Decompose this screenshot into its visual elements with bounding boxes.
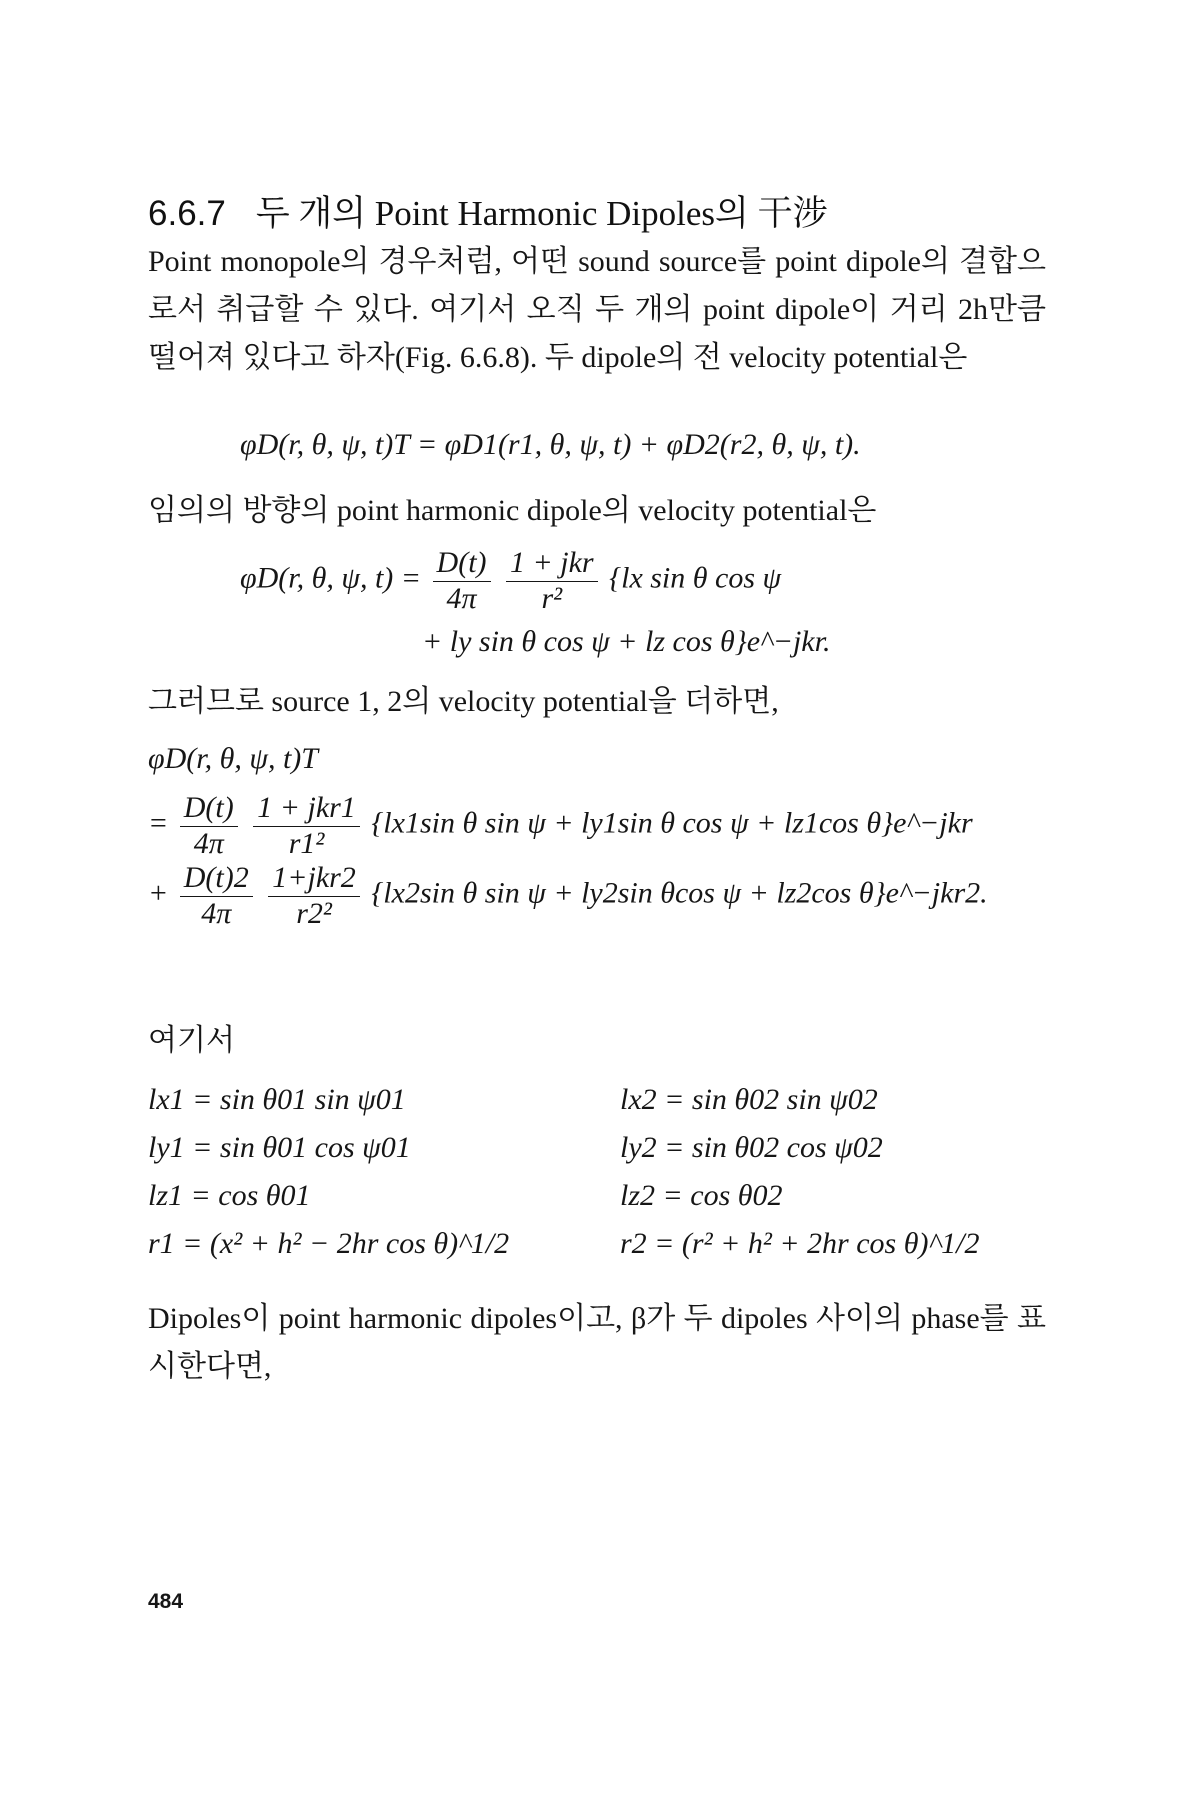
equation-single-dipole <box>240 545 781 616</box>
eq3-term1-fraction-amplitude <box>180 790 238 861</box>
eq3-term2-fraction-amplitude <box>180 860 253 931</box>
eq3-term1-sign: = <box>148 806 169 840</box>
equation-single-dipole-line2: + ly sin θ cos ψ + lz cos θ}e^−jkr. <box>422 625 831 658</box>
equation-total-potential: φD(r, θ, ψ, t)T = φD1(r1, θ, ψ, t) + φD2(r2, θ, ψ, t). <box>240 428 861 461</box>
eq2-f1-numerator: D(t) <box>433 545 491 582</box>
equation-sum-lhs: φD(r, θ, ψ, t)T <box>148 742 318 775</box>
eq3-term1-body: {lx1sin θ sin ψ + ly1sin θ cos ψ + lz1cos θ}e^−jkr <box>371 806 973 840</box>
equation-sum-term2 <box>148 860 988 931</box>
eq2-f2-denominator: r² <box>541 582 563 615</box>
def-r1: r1 = (x² + h² − 2hr cos θ)^1/2 <box>148 1227 510 1260</box>
eq3-t2-f1-numerator: D(t)2 <box>180 860 253 897</box>
section-heading <box>148 186 828 236</box>
def-ly1: ly1 = sin θ01 cos ψ01 <box>148 1131 411 1164</box>
paragraph-where: 여기서 <box>148 1024 235 1057</box>
page-number: 484 <box>148 1590 184 1613</box>
eq3-t1-f1-denominator: 4π <box>193 827 224 860</box>
eq3-t2-f2-numerator: 1+jkr2 <box>268 860 360 897</box>
eq3-term2-sign: + <box>148 876 169 910</box>
paragraph-phase: Dipoles이 point harmonic dipoles이고, β가 두 dipoles 사이의 phase를 표시한다면, <box>148 1302 1046 1383</box>
paragraph-intro: Point monopole의 경우처럼, 어떤 sound source를 point dipole의 결합으로서 취급할 수 있다. 여기서 오직 두 개의 point dipole이 거리 2h만큼 떨어져 있다고 하자(Fig. 6.6.8). 두 dipole의 전 velocity potential은 <box>148 245 1046 374</box>
eq3-term2-fraction-propagation <box>268 860 360 931</box>
eq3-t1-f2-numerator: 1 + jkr1 <box>253 790 360 827</box>
def-lx1: lx1 = sin θ01 sin ψ01 <box>148 1083 406 1116</box>
eq3-t1-f2-denominator: r1² <box>288 827 325 860</box>
eq2-fraction-propagation <box>506 545 598 616</box>
def-r2: r2 = (r² + h² + 2hr cos θ)^1/2 <box>620 1227 980 1260</box>
eq3-t2-f1-denominator: 4π <box>201 897 232 930</box>
eq2-fraction-amplitude <box>433 545 491 616</box>
def-lx2: lx2 = sin θ02 sin ψ02 <box>620 1083 878 1116</box>
def-ly2: ly2 = sin θ02 cos ψ02 <box>620 1131 883 1164</box>
eq2-tail: {lx sin θ cos ψ <box>609 561 782 595</box>
eq2-f2-numerator: 1 + jkr <box>506 545 598 582</box>
paragraph-sum-sources: 그러므로 source 1, 2의 velocity potential을 더하면, <box>148 685 779 718</box>
eq3-t2-f2-denominator: r2² <box>296 897 332 930</box>
equation-sum-term1 <box>148 790 973 861</box>
eq2-f1-denominator: 4π <box>446 582 477 615</box>
def-lz1: lz1 = cos θ01 <box>148 1179 311 1212</box>
def-lz2: lz2 = cos θ02 <box>620 1179 783 1212</box>
eq2-lhs: φD(r, θ, ψ, t) = <box>240 561 422 595</box>
paragraph-arbitrary-direction: 임의의 방향의 point harmonic dipole의 velocity potential은 <box>148 494 877 527</box>
eq3-term2-body: {lx2sin θ sin ψ + ly2sin θcos ψ + lz2cos θ}e^−jkr2. <box>371 876 988 910</box>
eq3-term1-fraction-propagation <box>253 790 360 861</box>
eq3-t1-f1-numerator: D(t) <box>180 790 238 827</box>
section-number: 6.6.7 <box>148 194 226 233</box>
section-title: 두 개의 Point Harmonic Dipoles의 干涉 <box>255 194 828 233</box>
